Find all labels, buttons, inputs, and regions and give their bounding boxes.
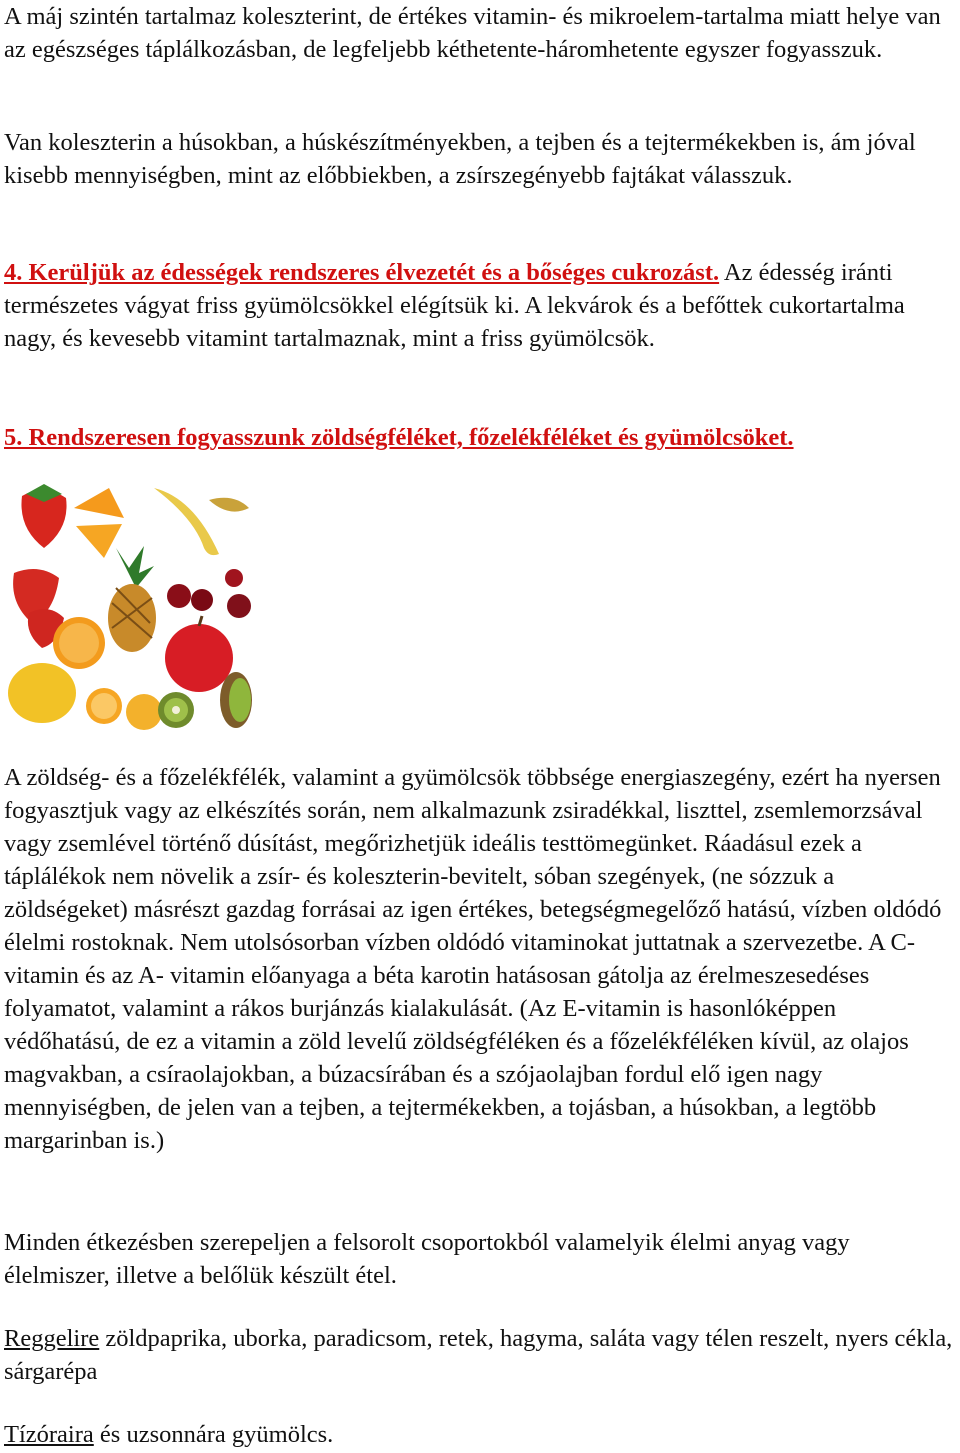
heading-vegetables xyxy=(4,421,794,454)
paragraph-meals: Minden étkezésben szerepeljen a felsorolt csoportokból valamelyik élelmi anyag vagy élelmiszer, illetve a belőlük készült étel. xyxy=(4,1229,850,1289)
paragraph-sweets-body: Az édesség iránti természetes vágyat friss gyümölcsökkel elégítsük ki. A lekvárok és a befőttek cukortartalma nagy, és kevesebb vitamint tartalmaznak, mint a friss gyümölcsök. xyxy=(4,259,905,352)
snack-label: Tízóraira xyxy=(4,1421,94,1448)
breakfast-body: zöldpaprika, uborka, paradicsom, retek, hagyma, saláta vagy télen reszelt, nyers cékla, sárgarépa xyxy=(4,1325,953,1385)
paragraph-snack xyxy=(4,1418,333,1451)
paragraph-breakfast xyxy=(4,1322,958,1388)
paragraph-liver: A máj szintén tartalmaz koleszterint, de értékes vitamin- és mikroelem-tartalma miatt helye van az egészséges táplálkozásban, de legfeljebb kéthetente-háromhetente egyszer fogyasszuk. xyxy=(4,3,941,63)
paragraph-vegetables: A zöldség- és a főzelékfélék, valamint a gyümölcsök többsége energiaszegény, ezért ha nyersen fogyasztjuk vagy az elkészítés során, nem alkalmazunk zsiradékkal, liszttel, zsemlemorzsával vagy zsemlével történő dúsítást, megőrizhetjük ideális testtömegünket. Ráadásul ezek a táplálékok nem növelik a zsír- és koleszterin-bevitelt, sóban szegények, (ne sózzuk a zöldségeket) másrészt gazdag forrásai az igen értékes, betegségmegelőző hatású, vízben oldódó élelmi rostoknak. Nem utolsósorban vízben oldódó vitaminokat juttatnak a szervezetbe. A C-vitamin és az A- vitamin előanyaga a béta karotin hatásosan gátolja az érelmeszesedéses folyamatot, valamint a rákos burjánzás kialakulását. (Az E-vitamin is hasonlóképpen védőhatású, de ez a vitamin a zöld levelű zöldségféléken és a főzelékféléken kívül, az olajos magvakban, a csíraolajokban, a búzacsírában és a szójaolajban fordul elő igen nagy mennyiségben, de jelen van a tejben, a tejtermékekben, a tojásban, a húsokban, a legtöbb margarinban is.) xyxy=(4,764,942,1154)
heading-vegetables-text: 5. Rendszeresen fogyasszunk zöldségféléket, főzelékféléket és gyümölcsöket. xyxy=(4,424,794,451)
snack-body: és uzsonnára gyümölcs. xyxy=(93,1421,334,1448)
paragraph-sweets xyxy=(4,256,958,355)
fruit-collage-image xyxy=(4,478,259,730)
paragraph-cholesterol: Van koleszterin a húsokban, a húskészítményekben, a tejben és a tejtermékekben is, ám jóval kisebb mennyiségben, mint az előbbiekben, a zsírszegényebb fajtákat válasszuk. xyxy=(4,129,916,189)
heading-sweets: 4. Kerüljük az édességek rendszeres élvezetét és a bőséges cukrozást. xyxy=(4,259,720,286)
breakfast-label: Reggelire xyxy=(4,1325,100,1352)
